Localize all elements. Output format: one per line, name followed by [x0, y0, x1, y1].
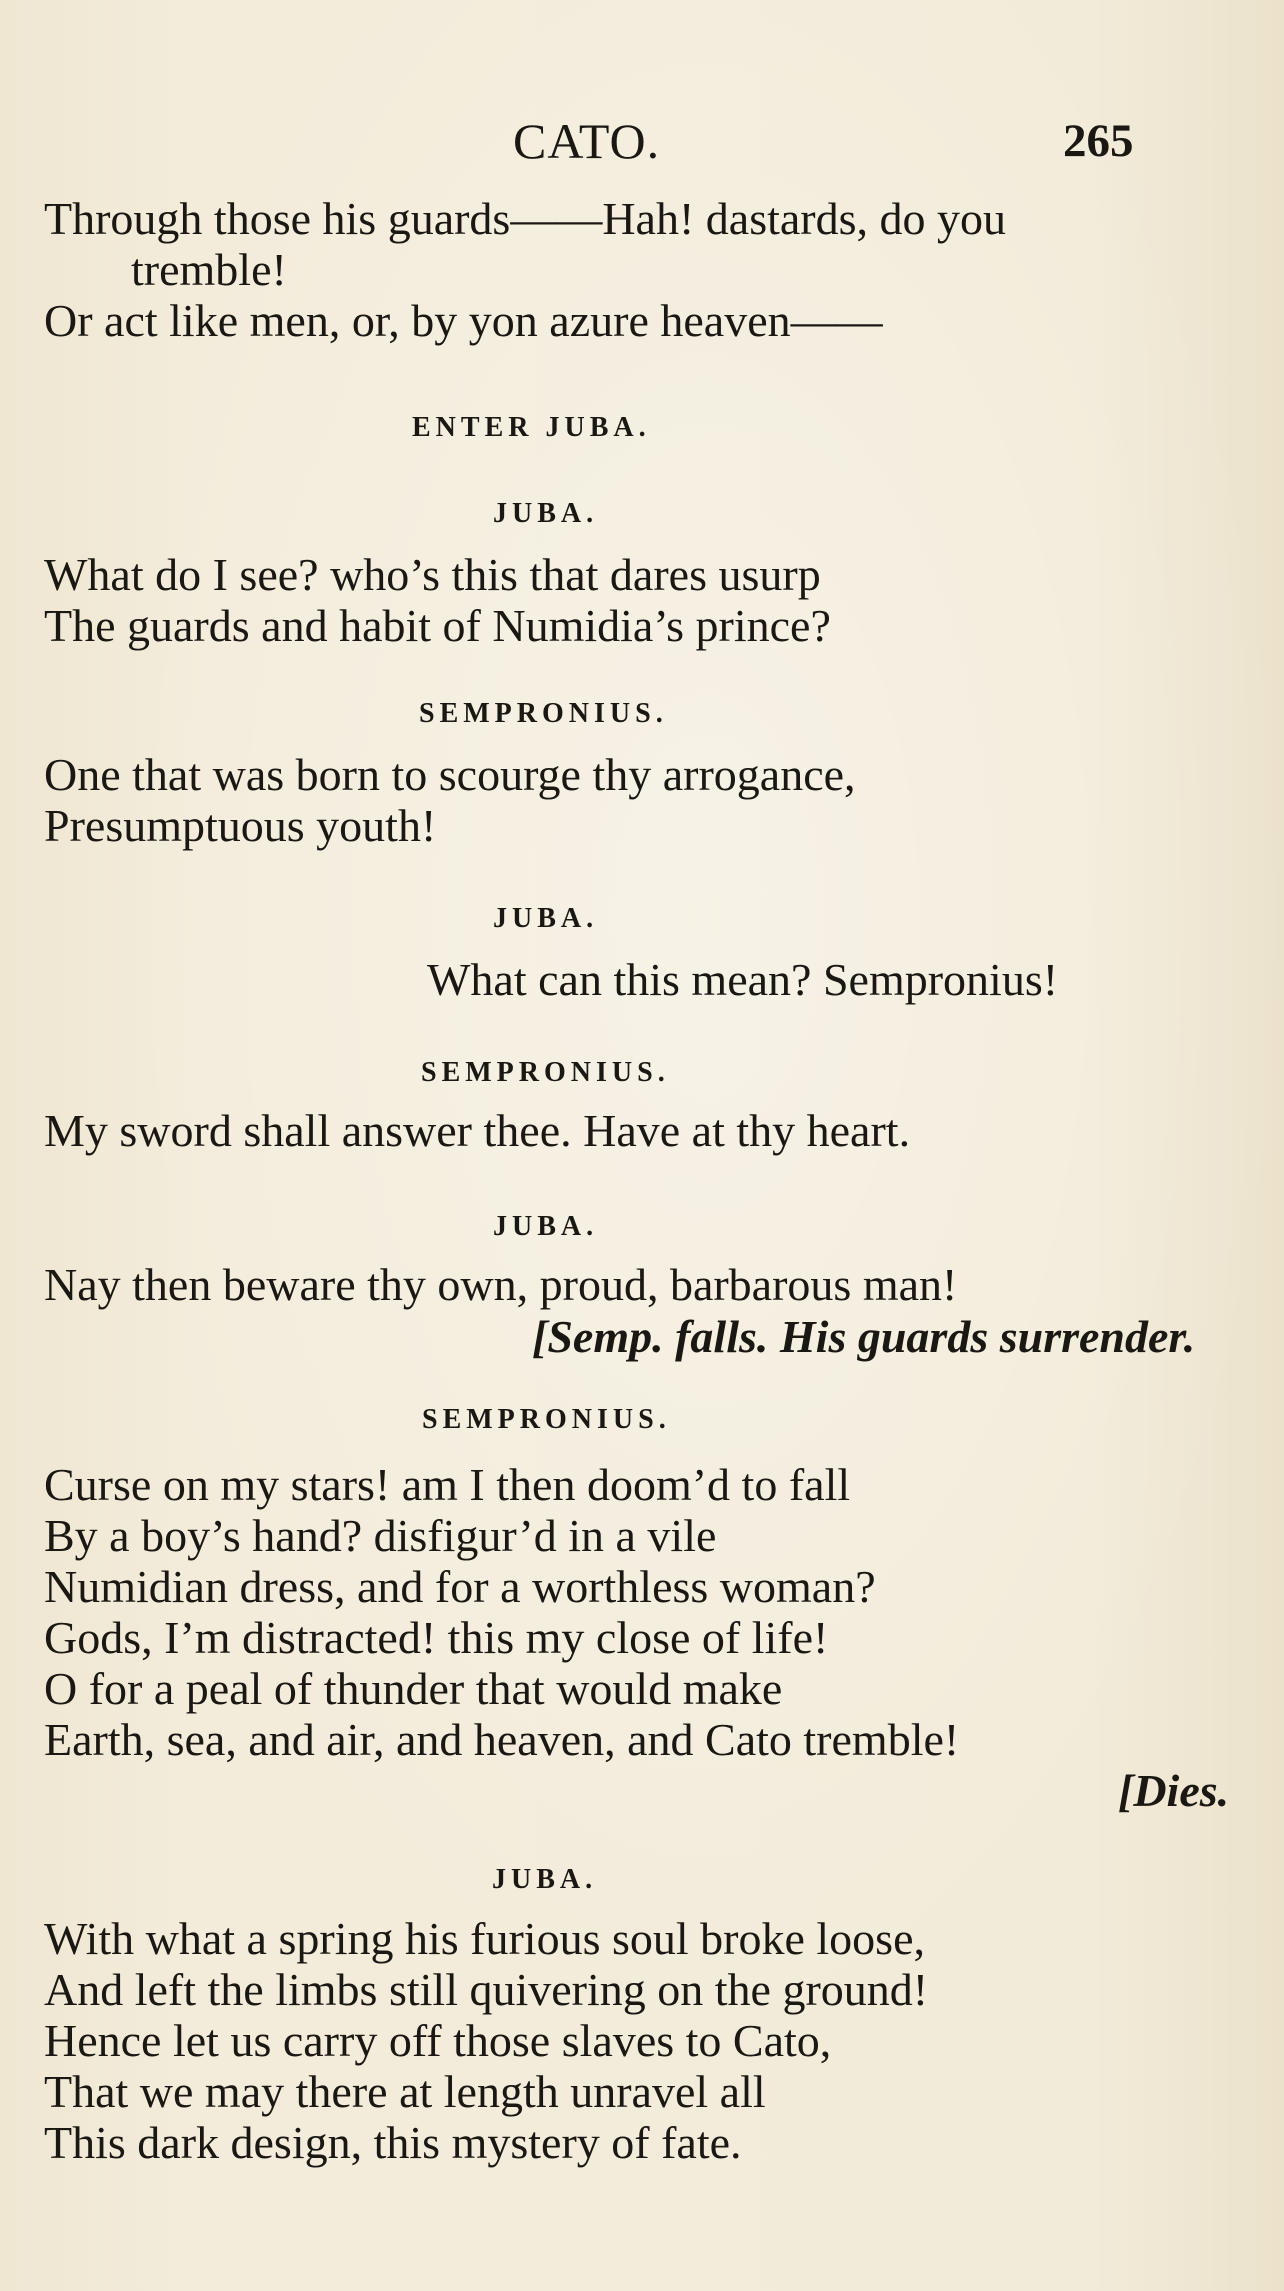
verse-line: Numidian dress, and for a worthless woman?	[44, 1561, 876, 1612]
speaker-name: JUBA.	[493, 1211, 599, 1242]
verse-line: Nay then beware thy own, proud, barbarous man!	[44, 1259, 958, 1310]
speaker-name: JUBA.	[493, 498, 599, 529]
verse-line: What do I see? who’s this that dares usurp	[44, 549, 821, 600]
verse-line: That we may there at length unravel all	[44, 2066, 766, 2117]
verse-line: Earth, sea, and air, and heaven, and Cato tremble!	[44, 1714, 960, 1765]
verse-line: This dark design, this mystery of fate.	[44, 2117, 742, 2168]
page-number: 265	[1063, 115, 1134, 167]
running-head: CATO.	[513, 113, 661, 169]
verse-line: Curse on my stars! am I then doom’d to fall	[44, 1459, 851, 1510]
speaker-name: JUBA.	[493, 903, 599, 934]
verse-line: Hence let us carry off those slaves to Cato,	[44, 2015, 832, 2066]
verse-line: My sword shall answer thee. Have at thy heart.	[44, 1105, 911, 1156]
speaker-name: SEMPRONIUS.	[419, 698, 668, 729]
verse-line: Through those his guards——Hah! dastards, do you	[44, 193, 1007, 244]
stage-direction: ENTER JUBA.	[412, 412, 651, 443]
verse-line: O for a peal of thunder that would make	[44, 1663, 783, 1714]
speaker-name: SEMPRONIUS.	[421, 1057, 670, 1088]
verse-line: tremble!	[131, 244, 287, 295]
verse-line: With what a spring his furious soul broke loose,	[44, 1913, 925, 1964]
verse-line: By a boy’s hand? disfigur’d in a vile	[44, 1510, 717, 1561]
stage-direction: [Semp. falls. His guards surrender.	[532, 1311, 1196, 1362]
verse-line: The guards and habit of Numidia’s prince?	[44, 600, 831, 651]
speaker-name: JUBA.	[492, 1864, 598, 1895]
verse-line: Or act like men, or, by yon azure heaven——	[44, 295, 883, 346]
verse-line: And left the limbs still quivering on the ground!	[44, 1964, 929, 2015]
verse-line: One that was born to scourge thy arrogance,	[44, 749, 856, 800]
verse-line: What can this mean? Sempronius!	[427, 954, 1059, 1005]
speaker-name: SEMPRONIUS.	[422, 1404, 671, 1435]
stage-direction: [Dies.	[1118, 1765, 1230, 1816]
verse-line: Presumptuous youth!	[44, 800, 437, 851]
verse-line: Gods, I’m distracted! this my close of life!	[44, 1612, 829, 1663]
page-header	[0, 112, 1284, 176]
